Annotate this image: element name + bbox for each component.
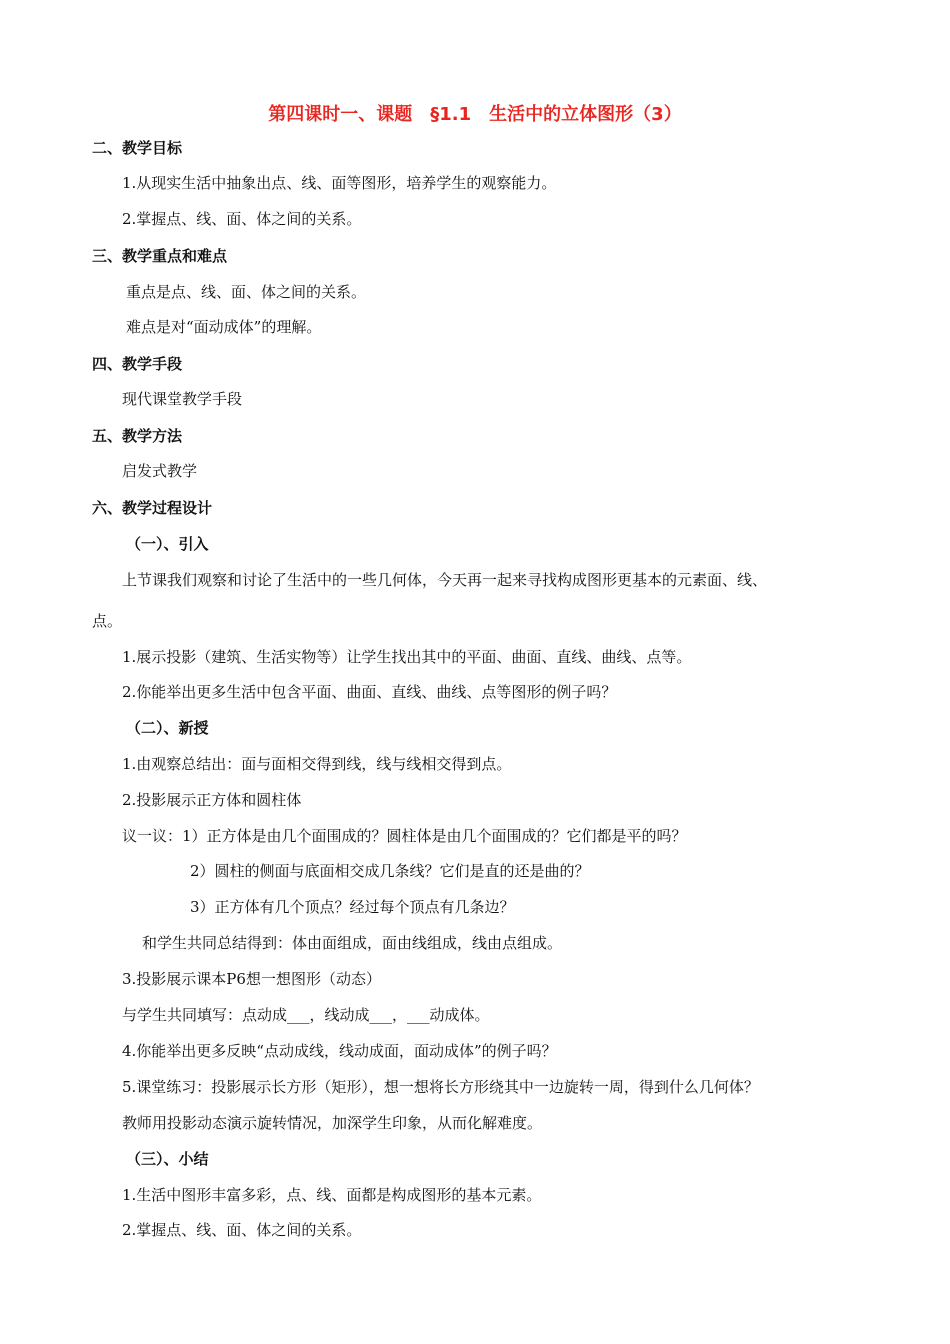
new-item-3: 3.投影展示课本P6想一想图形（动态）	[122, 970, 381, 988]
section-heading-methods: 五、教学方法	[92, 427, 183, 445]
methods-text: 启发式教学	[122, 462, 198, 480]
subsection-heading-intro: （一）、引入	[126, 535, 209, 553]
summary-item-2: 2.掌握点、线、面、体之间的关系。	[122, 1221, 362, 1239]
new-item-5-continued: 教师用投影动态演示旋转情况，加深学生印象，从而化解难度。	[122, 1114, 543, 1132]
intro-paragraph-line-2: 点。	[92, 612, 123, 630]
key-point-2: 难点是对“面动成体”的理解。	[126, 318, 322, 336]
subsection-heading-new: （二）、新授	[126, 719, 209, 737]
fill-in-blanks: 与学生共同填写：点动成___，线动成___，___动成体。	[122, 1006, 490, 1024]
page-title: 第四课时一、课题 §1.1 生活中的立体图形（3）	[268, 104, 682, 125]
new-item-5: 5.课堂练习：投影展示长方形（矩形），想一想将长方形绕其中一边旋转一周，得到什么几何体？	[122, 1078, 759, 1096]
section-heading-means: 四、教学手段	[92, 355, 183, 373]
section-heading-goals: 二、教学目标	[92, 139, 183, 157]
new-item-2: 2.投影展示正方体和圆柱体	[122, 791, 302, 809]
goal-item-1: 1.从现实生活中抽象出点、线、面等图形，培养学生的观察能力。	[122, 174, 557, 192]
subsection-heading-summary: （三）、小结	[126, 1150, 209, 1168]
discuss-item-1: 议一议：1）正方体是由几个面围成的？圆柱体是由几个面围成的？它们都是平的吗？	[122, 827, 687, 845]
section-heading-process: 六、教学过程设计	[92, 499, 213, 517]
new-item-1: 1.由观察总结出：面与面相交得到线，线与线相交得到点。	[122, 755, 512, 773]
intro-item-1: 1.展示投影（建筑、生活实物等）让学生找出其中的平面、曲面、直线、曲线、点等。	[122, 648, 692, 666]
intro-paragraph-line-1: 上节课我们观察和讨论了生活中的一些几何体，今天再一起来寻找构成图形更基本的元素面、线、	[122, 571, 768, 589]
intro-item-2: 2.你能举出更多生活中包含平面、曲面、直线、曲线、点等图形的例子吗？	[122, 683, 617, 701]
new-summary: 和学生共同总结得到：体由面组成，面由线组成，线由点组成。	[142, 934, 563, 952]
section-heading-key-points: 三、教学重点和难点	[92, 247, 228, 265]
discuss-item-3: 3）正方体有几个顶点？经过每个顶点有几条边？	[190, 898, 515, 916]
goal-item-2: 2.掌握点、线、面、体之间的关系。	[122, 210, 362, 228]
new-item-4: 4.你能举出更多反映“点动成线，线动成面，面动成体”的例子吗？	[122, 1042, 557, 1060]
summary-item-1: 1.生活中图形丰富多彩，点、线、面都是构成图形的基本元素。	[122, 1186, 542, 1204]
means-text: 现代课堂教学手段	[122, 390, 243, 408]
discuss-item-2: 2）圆柱的侧面与底面相交成几条线？它们是直的还是曲的？	[190, 862, 590, 880]
key-point-1: 重点是点、线、面、体之间的关系。	[126, 283, 367, 301]
